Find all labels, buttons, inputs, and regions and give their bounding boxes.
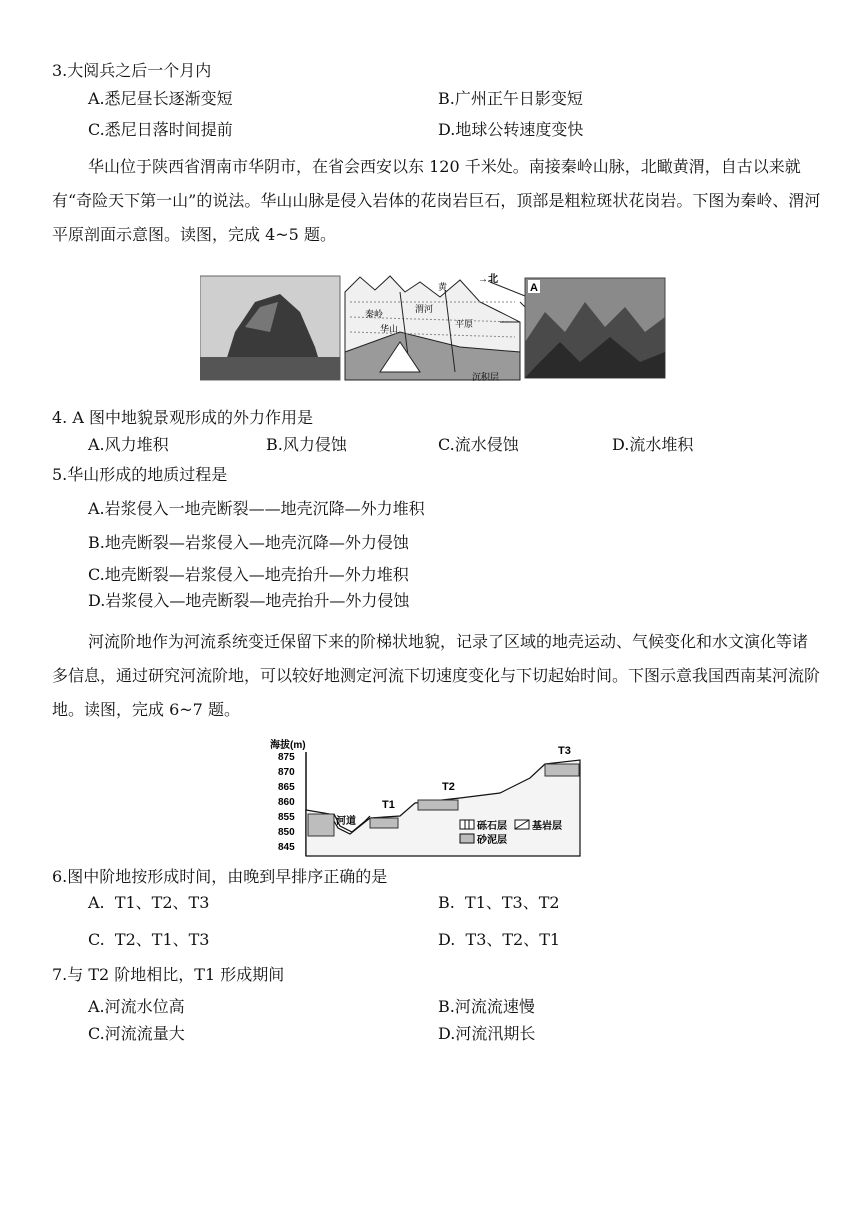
- figure-river-terrace: [270, 738, 600, 860]
- q4-option-a: A.风力堆积: [88, 435, 169, 454]
- q3-option-c: C.悉尼日落时间提前: [88, 120, 233, 139]
- ytick-860: 860: [278, 797, 295, 808]
- sandmud-left: [308, 814, 334, 836]
- q4-option-b: B.风力侵蚀: [266, 435, 347, 454]
- q6-option-c: C. T2、T1、T3: [88, 930, 210, 949]
- q7-stem: 7.与 T2 阶地相比，T1 形成期间: [52, 965, 285, 984]
- ytick-865: 865: [278, 782, 295, 793]
- legend-sandmud: 砂泥层: [477, 835, 507, 846]
- q3-option-d: D.地球公转速度变快: [438, 120, 584, 139]
- q5-option-d: D.岩浆侵入—地壳断裂—地壳抬升—外力侵蚀: [88, 591, 410, 610]
- label-huang: 黄: [438, 282, 448, 292]
- q3-option-a: A.悉尼昼长逐渐变短: [88, 89, 233, 108]
- q5-option-c: C.地壳断裂—岩浆侵入—地壳抬升—外力堆积: [88, 565, 409, 584]
- q4-option-c: C.流水侵蚀: [438, 435, 519, 454]
- ytick-875: 875: [278, 752, 295, 763]
- terrace-ylabel: 海拔(m): [270, 740, 306, 751]
- profile-figure-svg: [200, 272, 670, 382]
- q4-option-d: D.流水堆积: [612, 435, 694, 454]
- label-plain: 平原: [455, 319, 474, 329]
- q5-option-a: A.岩浆侵入一地壳断裂——地壳沉降—外力堆积: [88, 499, 425, 518]
- q6-stem: 6.图中阶地按形成时间，由晚到早排序正确的是: [52, 867, 388, 886]
- q3-option-b: B.广州正午日影变短: [438, 89, 583, 108]
- ytick-855: 855: [278, 812, 295, 823]
- terrace-t3-label: T3: [558, 745, 571, 757]
- label-north: →北: [478, 274, 498, 285]
- label-huashan: 华山: [380, 324, 399, 334]
- label-sediment: 沉积层: [472, 372, 500, 382]
- passage-huashan: 华山位于陕西省渭南市华阴市，在省会西安以东 120 千米处。南接秦岭山脉，北瞰黄渭，自古以来就有“奇险天下第一山”的说法。华山山脉是侵入岩体的花岗岩巨石，顶部是粗粒斑状花岗岩。下图为秦岭、渭河平原剖面示意图。读图，完成 4~5 题。: [52, 157, 821, 244]
- q7-option-b: B.河流流速慢: [438, 997, 535, 1016]
- q3-stem: 3.大阅兵之后一个月内: [52, 61, 212, 80]
- sandmud-t1: [370, 818, 398, 828]
- q6-option-b: B. T1、T3、T2: [438, 893, 560, 912]
- label-weihe: 渭河: [415, 304, 434, 314]
- legend-gravel: 砾石层: [477, 821, 507, 832]
- cross-section-diagram: [345, 273, 540, 382]
- q4-stem: 4. A 图中地貌景观形成的外力作用是: [52, 408, 313, 427]
- sandmud-t3: [545, 764, 579, 776]
- q7-option-a: A.河流水位高: [88, 997, 185, 1016]
- ytick-850: 850: [278, 827, 295, 838]
- q5-option-b: B.地壳断裂—岩浆侵入—地壳沉降—外力侵蚀: [88, 533, 409, 552]
- terrace-t2-label: T2: [442, 781, 455, 793]
- figure-qinling-profile: [200, 272, 670, 382]
- q6-option-d: D. T3、T2、T1: [438, 930, 561, 949]
- terrace-figure-svg: [270, 738, 600, 860]
- q5-stem: 5.华山形成的地质过程是: [52, 465, 228, 484]
- sandmud-t2: [418, 800, 458, 810]
- terrace-t1-label: T1: [382, 799, 395, 811]
- label-qinling: 秦岭: [365, 309, 384, 319]
- q7-option-c: C.河流流量大: [88, 1024, 185, 1043]
- river-label: 河道: [336, 816, 356, 827]
- ytick-845: 845: [278, 842, 295, 853]
- q7-option-d: D.河流汛期长: [438, 1024, 536, 1043]
- passage-river-terrace: 河流阶地作为河流系统变迁保留下来的阶梯状地貌，记录了区域的地壳运动、气候变化和水文演化等诸多信息，通过研究河流阶地，可以较好地测定河流下切速度变化与下切起始时间。下图示意我国西南某河流阶地。读图，完成 6~7 题。: [52, 632, 821, 719]
- legend-bedrock: 基岩层: [532, 821, 562, 832]
- legend-sandmud-swatch: [460, 834, 474, 843]
- q6-option-a: A. T1、T2、T3: [88, 893, 210, 912]
- label-a: A: [530, 282, 538, 294]
- legend-gravel-swatch: [460, 820, 474, 829]
- ytick-870: 870: [278, 767, 295, 778]
